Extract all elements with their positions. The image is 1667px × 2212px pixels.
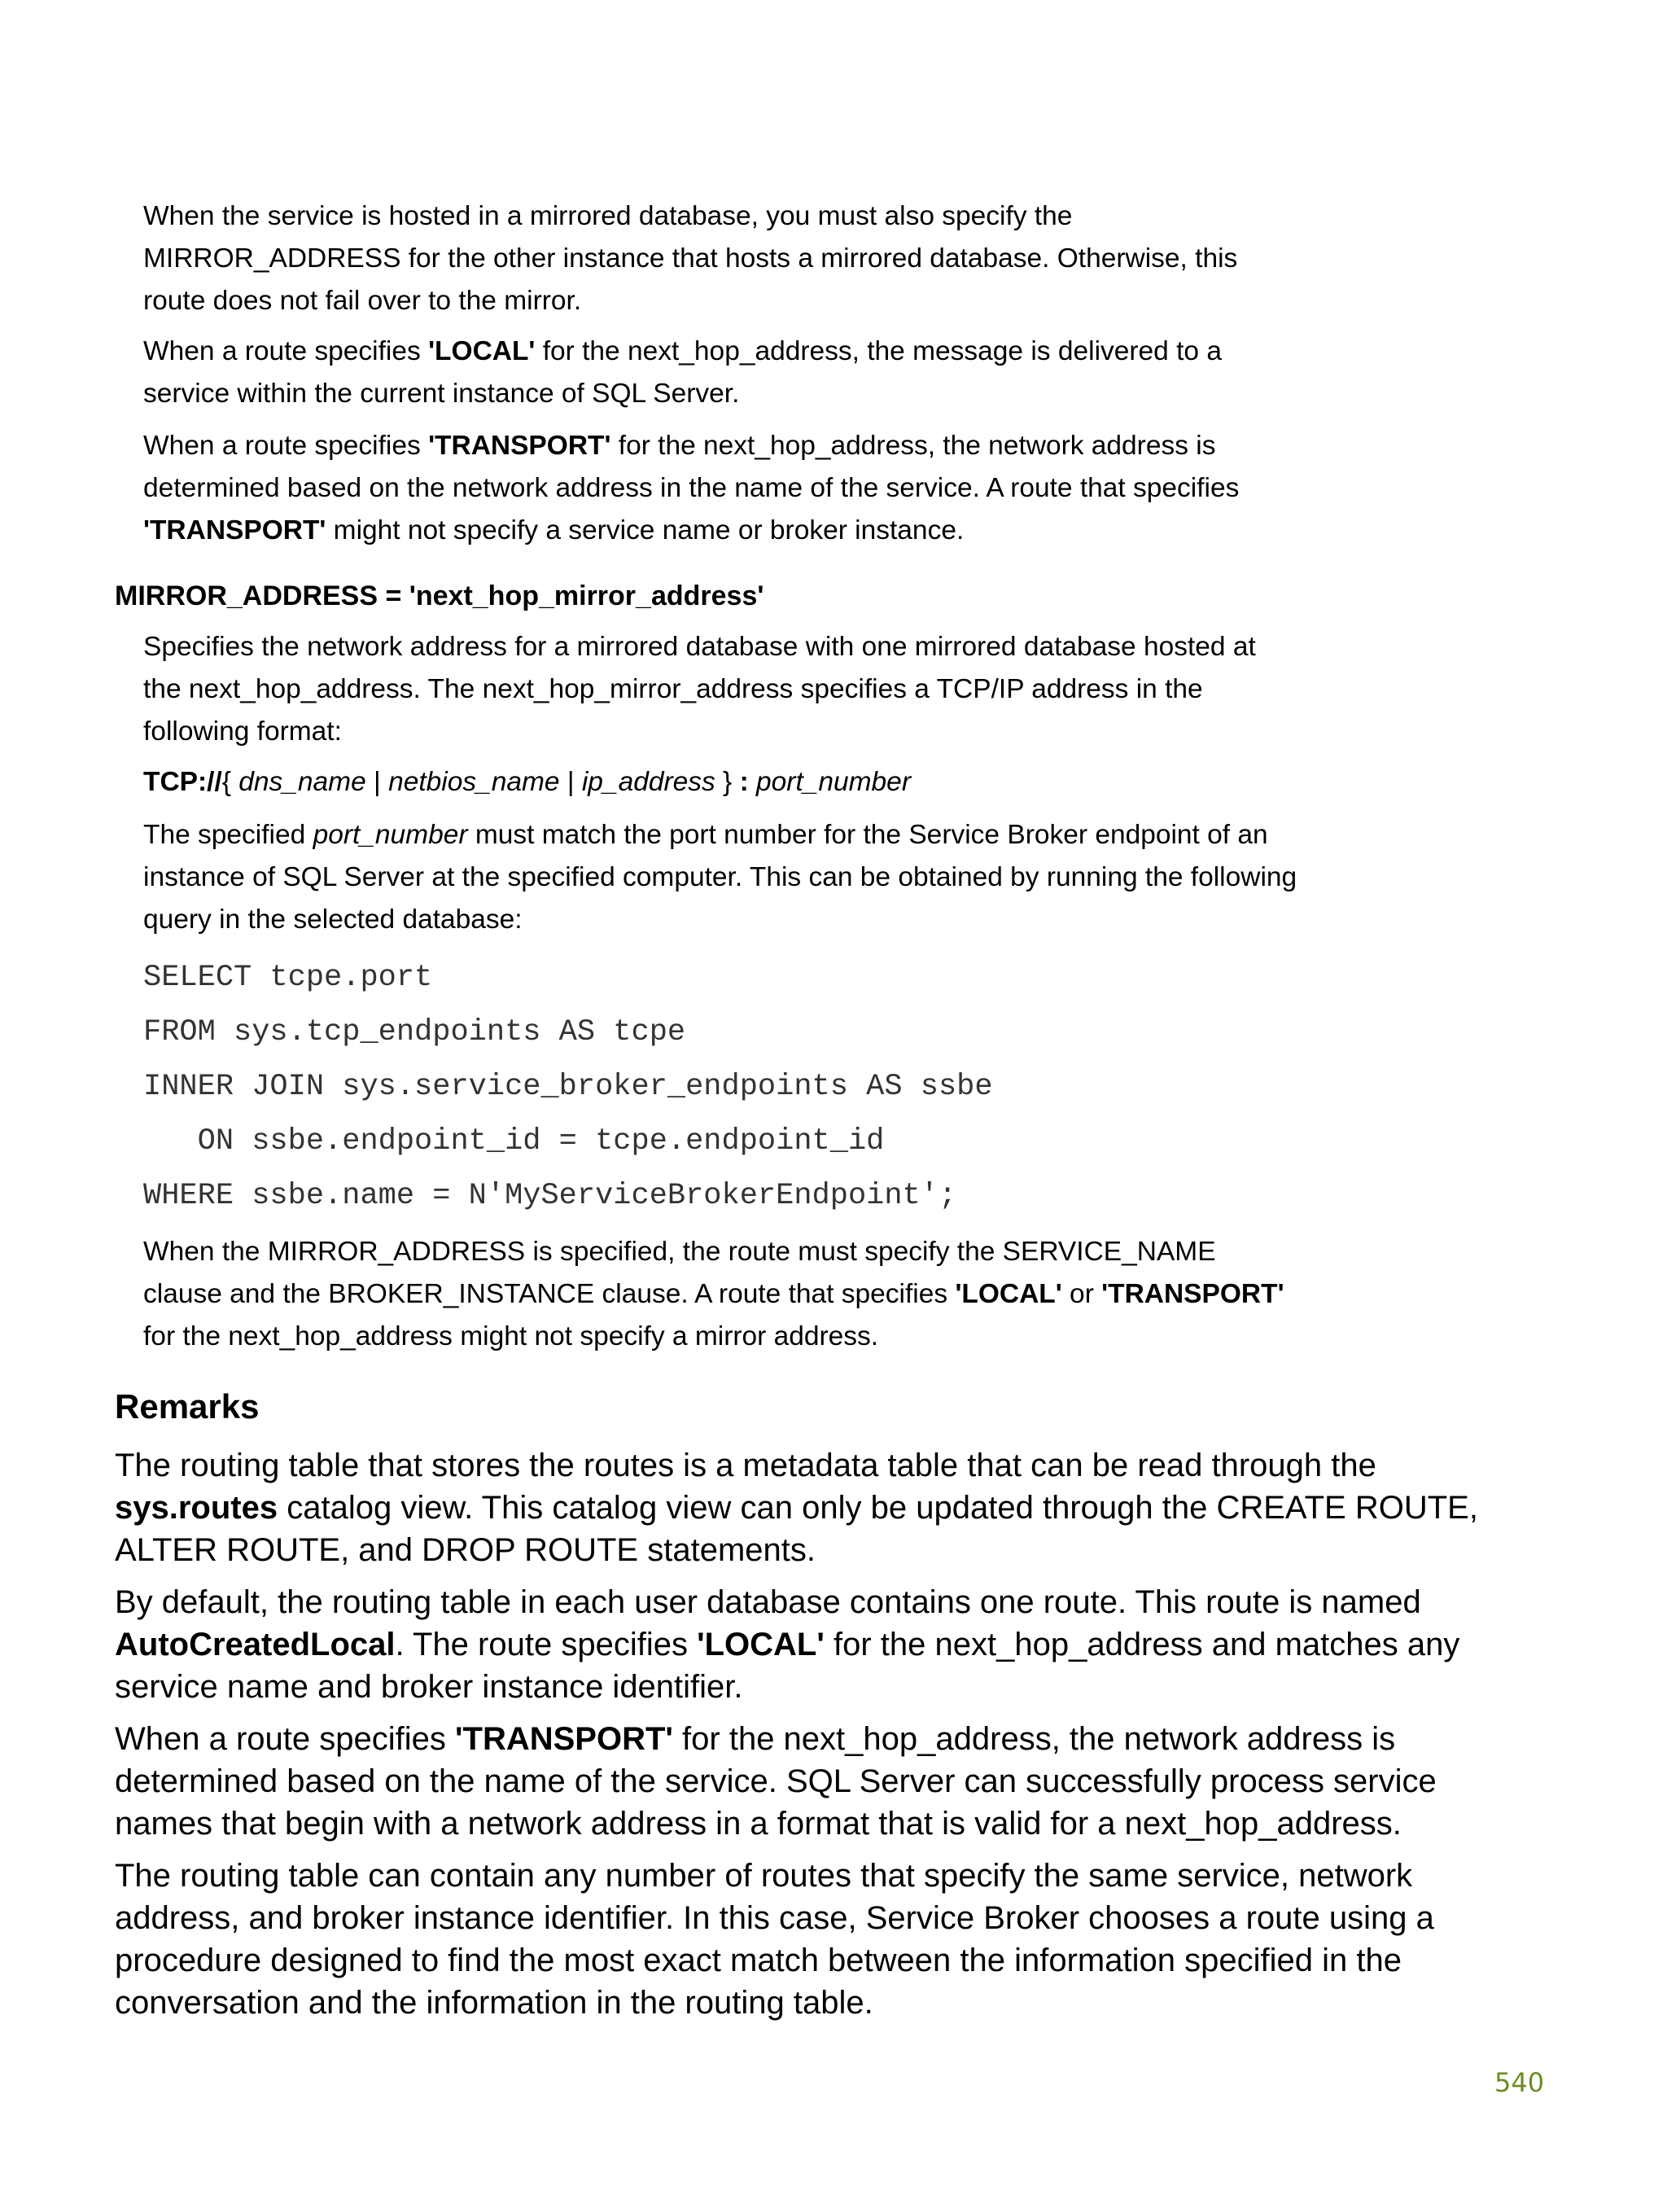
paragraph-text: for the next_hop_address, the network address is determined based on the name of the service. SQL Server can successfully process service names that begin with a network address in a format that is valid for a next_hop_address.: [115, 1721, 1437, 1842]
paragraph-text: Specifies the network address for a mirrored database with one mirrored database hosted at the next_hop_address. The next_hop_mirror_address specifies a TCP/IP address in the following format:: [143, 632, 1256, 747]
paragraph-text: The routing table can contain any number of routes that specify the same service, network address, and broker instance identifier. In this case, Service Broker chooses a route using a procedure designed to find the most exact match between the information specified in the conversation and the information in the routing table.: [115, 1858, 1434, 2021]
format-netbios-name: netbios_name: [388, 767, 560, 797]
paragraph-text: When a route specifies: [143, 336, 429, 366]
keyword-local: 'LOCAL': [955, 1279, 1062, 1309]
catalog-view-name: sys.routes: [115, 1490, 278, 1526]
remarks-paragraph-route-selection: [115, 1855, 1499, 2024]
paragraph-port-number: [143, 814, 1299, 941]
keyword-transport: 'TRANSPORT': [143, 515, 326, 545]
paragraph-text: The specified: [143, 820, 313, 850]
paragraph-text: for the next_hop_address might not specify a mirror address.: [143, 1321, 879, 1351]
keyword-transport: 'TRANSPORT': [428, 431, 611, 461]
tcp-prefix: TCP://: [143, 767, 222, 797]
argument-heading-mirror-address: MIRROR_ADDRESS = 'next_hop_mirror_address': [115, 580, 764, 611]
tcp-format-line: [143, 761, 1299, 804]
paragraph-text: for the next_hop_address and matches any service name and broker instance identifier.: [115, 1627, 1460, 1705]
format-punctuation: {: [221, 767, 239, 797]
paragraph-local: [143, 331, 1299, 415]
format-dns-name: dns_name: [238, 767, 366, 797]
format-punctuation: |: [365, 767, 389, 797]
italic-port-number: port_number: [313, 820, 468, 850]
paragraph-transport: [143, 425, 1299, 552]
paragraph-text: . The route specifies: [395, 1627, 698, 1662]
remarks-paragraph-routing-table: [115, 1444, 1499, 1571]
keyword-local: 'LOCAL': [428, 336, 536, 366]
remarks-paragraph-default-route: [115, 1581, 1499, 1708]
code-line: FROM sys.tcp_endpoints AS tcpe: [143, 1015, 686, 1049]
code-line: SELECT tcpe.port: [143, 961, 433, 995]
format-ip-address: ip_address: [581, 767, 715, 797]
paragraph-text: When the MIRROR_ADDRESS is specified, the route must specify the SERVICE_NAME clause and the BROKER_INSTANCE clause. A route that specifies: [143, 1237, 1216, 1309]
paragraph-text: might not specify a service name or broker instance.: [326, 515, 965, 545]
route-name: AutoCreatedLocal: [115, 1627, 396, 1662]
paragraph-mirrored-database: [143, 195, 1299, 322]
keyword-local: 'LOCAL': [697, 1627, 825, 1662]
paragraph-text: for the next_hop_address, the message is delivered to a service within the current instance of SQL Server.: [143, 336, 1222, 409]
code-line: INNER JOIN sys.service_broker_endpoints AS ssbe: [143, 1070, 993, 1104]
paragraph-text: When a route specifies: [115, 1721, 455, 1757]
paragraph-text: for the next_hop_address, the network address is determined based on the network address in the name of the service. A route that specifies: [143, 431, 1240, 503]
paragraph-mirror-address-specified: [143, 1231, 1299, 1358]
format-colon: :: [739, 767, 749, 797]
code-line: WHERE ssbe.name = N'MyServiceBrokerEndpoint';: [143, 1179, 957, 1213]
paragraph-text: The routing table that stores the routes is a metadata table that can be read through the: [115, 1448, 1376, 1483]
paragraph-text: or: [1061, 1279, 1102, 1309]
page-number: 540: [1494, 2067, 1545, 2098]
format-punctuation: |: [559, 767, 582, 797]
remarks-paragraph-transport: [115, 1718, 1499, 1845]
remarks-heading: Remarks: [115, 1387, 260, 1426]
code-line: ON ssbe.endpoint_id = tcpe.endpoint_id: [143, 1124, 885, 1159]
paragraph-text: When a route specifies: [143, 431, 429, 461]
keyword-transport: 'TRANSPORT': [455, 1721, 673, 1757]
paragraph-text: must match the port number for the Service Broker endpoint of an instance of SQL Server at the specified computer. This can be obtained by running the following query in the selected database:: [143, 820, 1297, 935]
paragraph-text: When the service is hosted in a mirrored database, you must also specify the MIRROR_ADDRESS for the other instance that hosts a mirrored database. Otherwise, this route does not fail over to the mirror.: [143, 201, 1238, 316]
paragraph-text: catalog view. This catalog view can only be updated through the CREATE ROUTE, ALTER ROUTE, and DROP ROUTE statements.: [115, 1490, 1478, 1568]
paragraph-mirror-address-description: [143, 626, 1299, 753]
paragraph-text: By default, the routing table in each user database contains one route. This route is named: [115, 1584, 1421, 1620]
format-punctuation: }: [715, 767, 740, 797]
format-port-number: port_number: [748, 767, 911, 797]
keyword-transport: 'TRANSPORT': [1101, 1279, 1284, 1309]
